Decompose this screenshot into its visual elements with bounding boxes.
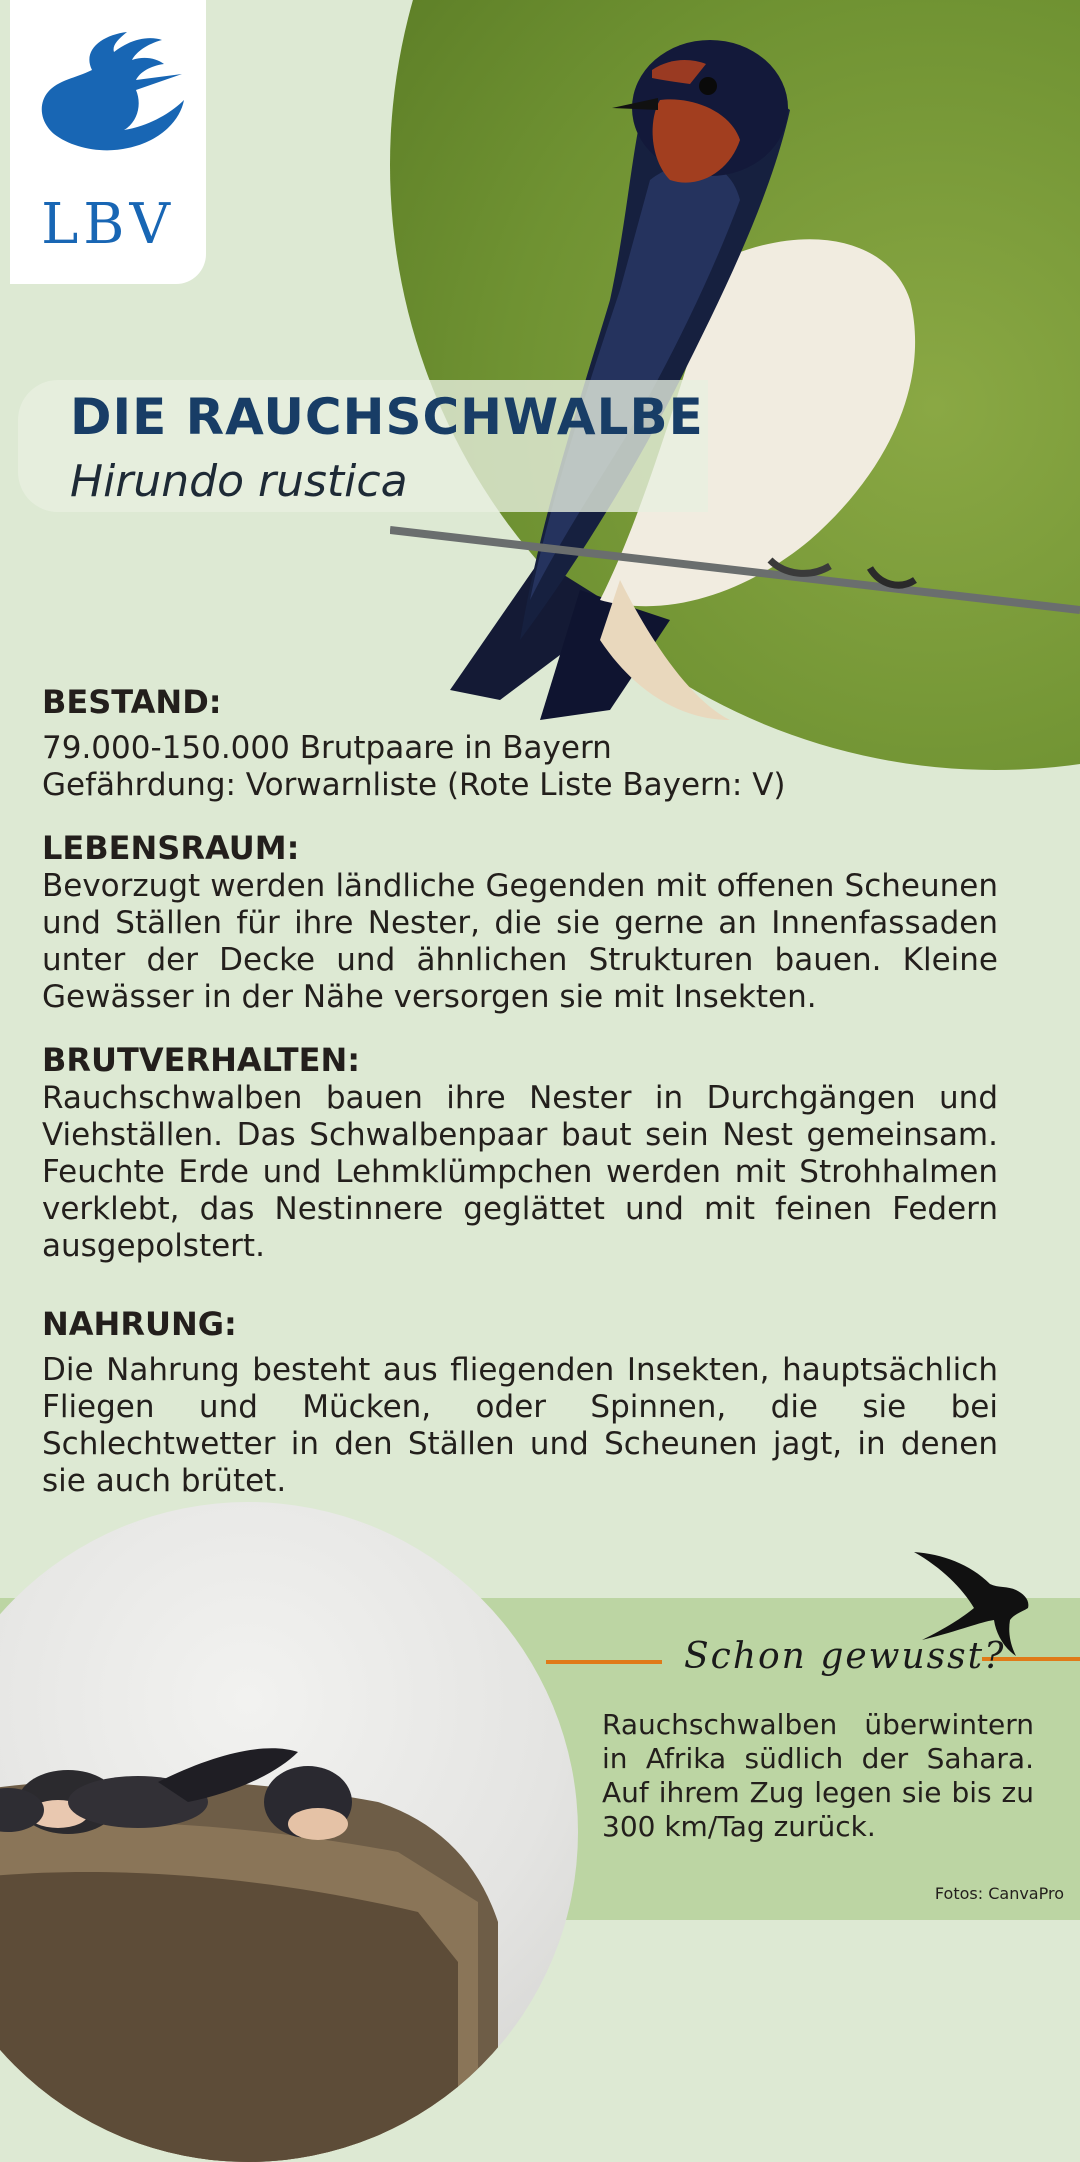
scientific-name: Hirundo rustica [70,456,408,507]
section-text: Rauchschwalben bauen ihre Nester in Durchgängen und Viehställen. Das Schwalbenpaar baut sein Nest gemeinsam. Feuchte Erde und Lehmklümpchen werden mit Strohhalmen verklebt, das Nestinnere geglättet und mit feinen Federn ausgepolstert. [42,1080,998,1264]
section-bestand [42,682,998,804]
kingfisher-logo-icon [32,30,192,180]
logo-text: LBV [41,192,175,257]
nest-photo [0,1502,578,2162]
section-lebensraum [42,828,998,1016]
nest-photo-illustration [0,1502,578,2162]
section-heading: BRUTVERHALTEN: [42,1041,361,1079]
bestand-line-2: Gefährdung: Vorwarnliste (Rote Liste Bayern: V) [42,767,786,803]
section-heading: NAHRUNG: [42,1305,237,1343]
section-nahrung [42,1304,998,1500]
fact-title: Schon gewusst? [684,1636,1006,1677]
section-heading: BESTAND: [42,683,222,721]
section-brutverhalten [42,1040,998,1265]
photo-credit: Fotos: CanvaPro [934,1884,1064,1903]
section-heading: LEBENSRAUM: [42,829,300,867]
logo-box [10,0,206,284]
bestand-line-1: 79.000-150.000 Brutpaare in Bayern [42,730,612,766]
swallow-silhouette-icon [912,1548,1032,1658]
fact-text: Rauchschwalben überwintern in Afrika südlich der Sahara. Auf ihrem Zug legen sie bis zu 300 km/Tag zurück. [602,1708,1034,1843]
page-title: DIE RAUCHSCHWALBE [70,388,704,446]
accent-line-left [546,1660,662,1664]
section-text: Die Nahrung besteht aus fliegenden Insekten, hauptsächlich Fliegen und Mücken, oder Spinnen, die sie bei Schlechtwetter in den Ställen und Scheunen jagt, in denen sie auch brütet. [42,1352,998,1499]
section-text: Bevorzugt werden ländliche Gegenden mit offenen Scheunen und Ställen für ihre Nester, die sie gerne an Innenfassaden unter der Decke und ähnlichen Strukturen bauen. Kleine Gewässer in der Nähe versorgen sie mit Insekten. [42,868,998,1015]
